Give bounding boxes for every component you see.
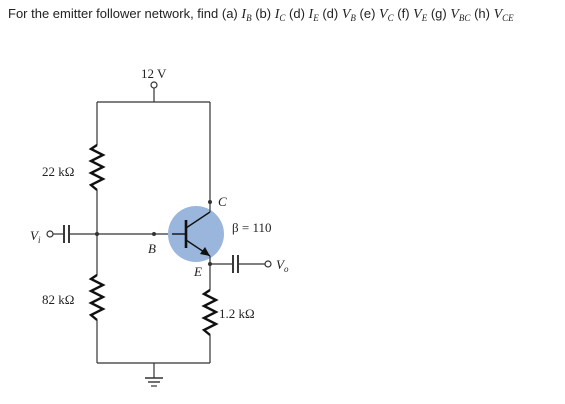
base-bias-junction [95, 232, 99, 236]
node-b-label: B [148, 241, 156, 256]
question-item-d: (d) $V_B$ [322, 6, 356, 23]
node-e-label: E [194, 264, 202, 279]
vi-terminal [47, 231, 53, 237]
vo-label: $V_o$ [276, 257, 289, 274]
resistor-82k [91, 275, 103, 320]
question-item-g: (g) $V_{BC}$ [430, 6, 471, 23]
r-emitter-label: 1.2 kΩ [219, 306, 255, 321]
node-b-dot [152, 232, 156, 236]
node-c-label: C [218, 194, 227, 209]
question-item-h: (h) $V_{CE}$ [474, 6, 514, 23]
resistor-22k [91, 145, 103, 190]
question-item-b: (b) $I_C$ [255, 6, 286, 23]
supply-label: 12 V [141, 66, 167, 81]
vi-label: $V_i$ [30, 228, 41, 245]
resistor-1-2k [204, 290, 216, 335]
question-item-f: (f) $V_E$ [397, 6, 428, 23]
question-item-a: (a) $I_B$ [221, 6, 252, 23]
question-item-c: (d) $I_E$ [289, 6, 319, 23]
r-top-label: 22 kΩ [42, 164, 75, 179]
node-c-dot [208, 200, 212, 204]
question-intro: For the emitter follower network, find [8, 6, 219, 21]
question-item-e: (e) $V_C$ [359, 6, 394, 23]
r-bottom-label: 82 kΩ [42, 292, 75, 307]
supply-terminal [151, 82, 157, 88]
beta-label: β = 110 [232, 220, 272, 235]
vo-terminal [265, 261, 271, 267]
